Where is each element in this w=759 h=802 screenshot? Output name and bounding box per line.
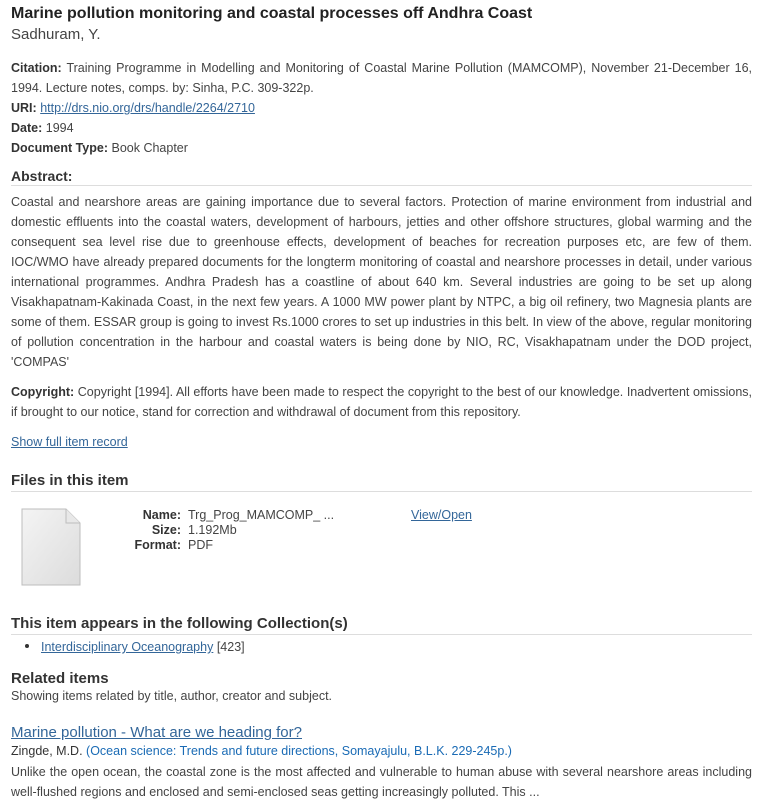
show-full-record-link[interactable]: Show full item record bbox=[11, 435, 128, 449]
abstract-text: Coastal and nearshore areas are gaining importance due to several factors. Protection of marine environment from industrial and domestic effluents into the coastal waters, development of harbours, jetties and other offshore structures, global warming and the consequent sea level rise due to greenhouse effects, development of beaches for recreation purposes etc, are few of them. IOC/WMO have already prepared documents for the longterm monitoring of coastal and nearshore processes in detail, under various international programmes. Andhra Pradesh has a coastline of about 640 km. Several industries are going to be set up along Visakhapatnam-Kakinada Coast, in the next few years. A 1000 MW power plant by NTPC, a big oil refinery, two Magnesia plants are some of them. ESSAR group is going to invest Rs.1000 crores to set up industries in this belt. In view of the above, regular monitoring of pollution concentration in the harbour and coastal waters is being done by NIO, RC, Visakhapatnam under the DOD project, 'COMPAS' bbox=[11, 195, 752, 369]
related-item-snippet: Unlike the open ocean, the coastal zone is the most affected and vulnerable to human abuse with several nearshore areas including well-flushed regions and enclosed and semi-enclosed seas getting increasingly polluted. This ... bbox=[11, 765, 752, 799]
file-format-value: PDF bbox=[188, 538, 213, 552]
related-item-meta bbox=[11, 744, 512, 758]
document-icon[interactable] bbox=[20, 507, 82, 587]
files-heading: Files in this item bbox=[11, 472, 752, 492]
copyright-value: Copyright [1994]. All efforts have been made to respect the copyright to the best of our knowledge. Inadvertent omissions, if brought to our notice, stand for correction and withdrawal of document from this repository. bbox=[11, 385, 752, 419]
citation-value: Training Programme in Modelling and Monitoring of Coastal Marine Pollution (MAMCOMP), November 21-December 16, 1994. Lecture notes, comps. by: Sinha, P.C. 309-322p. bbox=[11, 61, 753, 95]
copyright-label: Copyright: bbox=[11, 385, 75, 399]
date-field bbox=[11, 118, 752, 138]
doctype-value: Book Chapter bbox=[111, 141, 188, 155]
show-full-record-field bbox=[11, 432, 752, 452]
uri-link[interactable]: http://drs.nio.org/drs/handle/2264/2710 bbox=[40, 101, 255, 115]
page-title: Marine pollution monitoring and coastal processes off Andhra Coast bbox=[11, 5, 533, 22]
collections-heading: This item appears in the following Collection(s) bbox=[11, 615, 752, 635]
collection-bullet bbox=[25, 644, 29, 648]
date-label: Date: bbox=[11, 121, 43, 135]
file-name-label: Name: bbox=[142, 508, 181, 522]
file-format-label: Format: bbox=[134, 538, 181, 552]
citation-field bbox=[11, 58, 752, 98]
copyright-field bbox=[11, 382, 752, 422]
collection-item bbox=[41, 637, 245, 657]
related-item-title[interactable]: Marine pollution - What are we heading for? bbox=[11, 724, 302, 741]
date-value: 1994 bbox=[45, 121, 74, 135]
uri-label: URI: bbox=[11, 101, 37, 115]
item-author: Sadhuram, Y. bbox=[11, 26, 101, 43]
file-name-value: Trg_Prog_MAMCOMP_ ... bbox=[188, 508, 335, 522]
doctype-field bbox=[11, 138, 752, 158]
file-size-label: Size: bbox=[151, 523, 181, 537]
doctype-label: Document Type: bbox=[11, 141, 108, 155]
related-item-author: Zingde, M.D. bbox=[11, 744, 83, 758]
collection-link[interactable]: Interdisciplinary Oceanography bbox=[41, 640, 214, 654]
file-format-label-wrap bbox=[121, 538, 181, 553]
abstract-heading: Abstract: bbox=[11, 168, 752, 186]
file-size-label-wrap bbox=[121, 523, 181, 538]
file-name-label-wrap bbox=[121, 508, 181, 523]
view-open-field bbox=[411, 508, 472, 523]
uri-field bbox=[11, 98, 752, 118]
view-open-link[interactable]: View/Open bbox=[411, 508, 472, 522]
collection-count: [423] bbox=[216, 640, 245, 654]
citation-label: Citation: bbox=[11, 61, 62, 75]
related-item-source: (Ocean science: Trends and future directions, Somayajulu, B.L.K. 229-245p.) bbox=[86, 744, 512, 758]
file-size-value: 1.192Mb bbox=[188, 523, 237, 537]
related-heading: Related items bbox=[11, 670, 109, 687]
related-subtitle: Showing items related by title, author, creator and subject. bbox=[11, 689, 333, 703]
